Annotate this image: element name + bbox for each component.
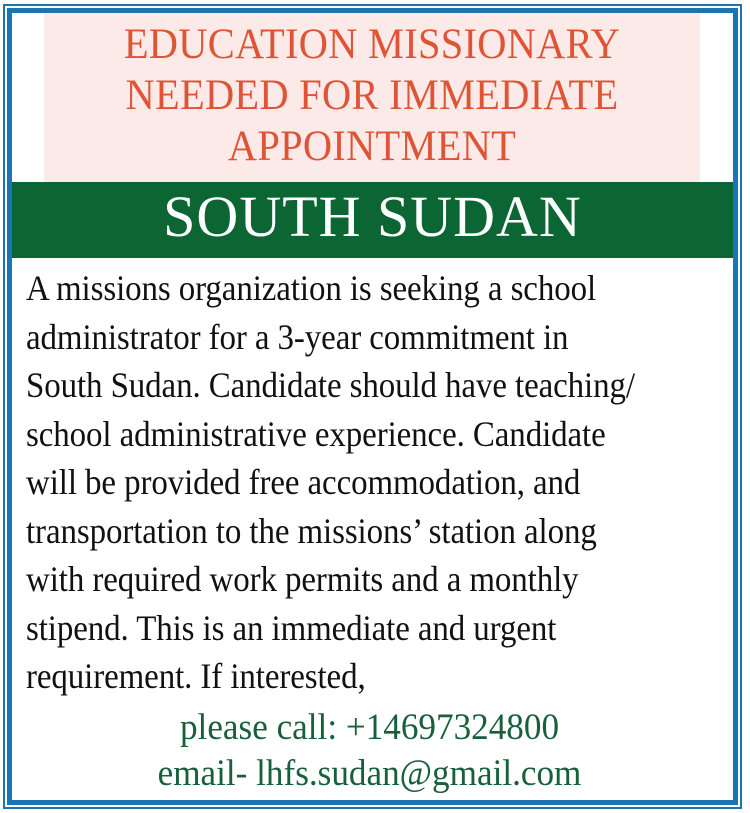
body-line-7: with required work permits and a monthly xyxy=(26,559,579,599)
contact-email-line[interactable]: email- lhfs.sudan@gmail.com xyxy=(157,752,582,794)
body-line-1: A missions organization is seeking a school xyxy=(26,268,597,308)
body-line-4: school administrative experience. Candidate xyxy=(26,413,606,454)
headline-banner xyxy=(44,13,700,182)
poster-outer-border xyxy=(3,4,742,809)
country-name: SOUTH SUDAN xyxy=(163,184,582,249)
poster-inner-border xyxy=(7,8,738,805)
headline-line-1: EDUCATION MISSIONARY xyxy=(123,21,621,68)
advertisement-body xyxy=(12,258,733,800)
headline-section xyxy=(12,13,733,182)
body-line-3: South Sudan. Candidate should have teaching/ xyxy=(26,365,635,405)
contact-phone-line[interactable]: please call: +14697324800 xyxy=(179,706,560,748)
country-band xyxy=(12,182,733,258)
headline-line-3: APPOINTMENT xyxy=(227,123,517,170)
contact-section xyxy=(26,705,719,797)
headline-line-2: NEEDED FOR IMMEDIATE xyxy=(125,72,619,119)
body-line-8: stipend. This is an immediate and urgent xyxy=(26,607,557,648)
body-line-5: will be provided free accommodation, and xyxy=(26,462,581,502)
body-line-6: transportation to the missions’ station along xyxy=(26,510,597,551)
body-line-9: requirement. If interested, xyxy=(26,656,366,696)
body-line-2: administrator for a 3-year commitment in xyxy=(26,316,569,357)
